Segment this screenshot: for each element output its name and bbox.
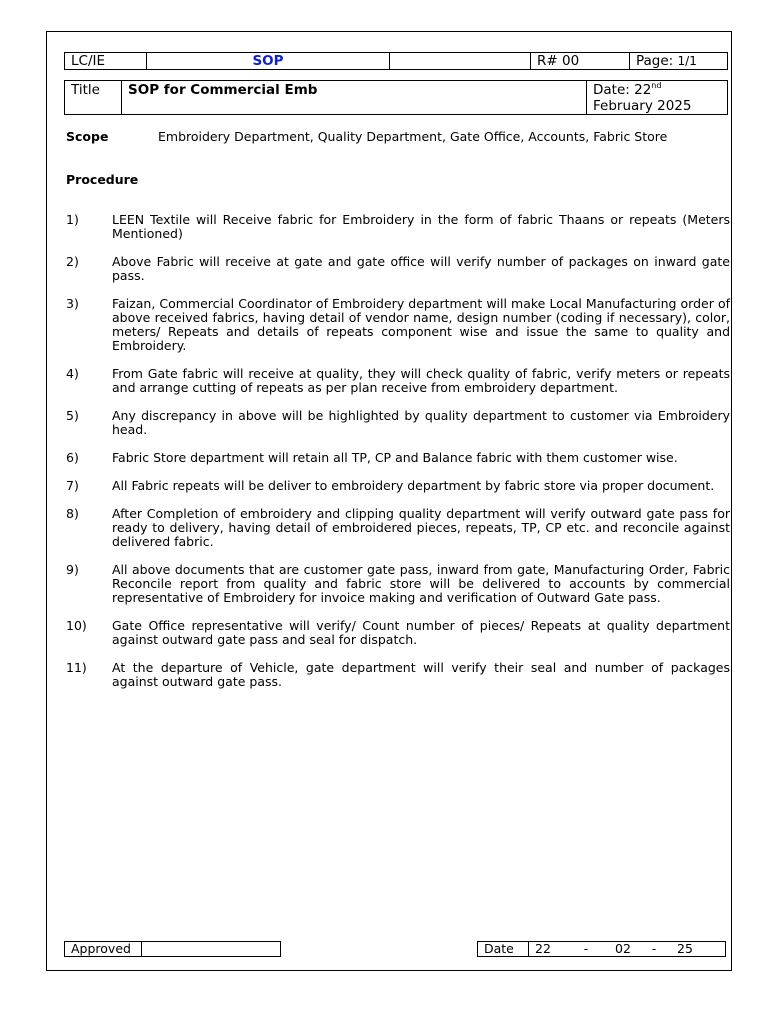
sop-cell: SOP: [147, 53, 390, 70]
approved-label: Approved: [65, 942, 142, 957]
footer-date-value: [529, 942, 726, 957]
step-text: Faizan, Commercial Coordinator of Embroidery department will make Local Manufacturing order of above received fabrics, having detail of vendor name, design number (coding if necessary), color, meters/ Repeats and details of repeats component wise and issue the same to quality and Embroidery.: [112, 296, 730, 353]
step-number: 10): [66, 618, 87, 633]
step-text: LEEN Textile will Receive fabric for Embroidery in the form of fabric Thaans or repeats (Meters Mentioned): [112, 212, 730, 241]
step-number: 8): [66, 506, 79, 521]
step-text: From Gate fabric will receive at quality, they will check quality of fabric, verify meters or repeats and arrange cutting of repeats as per plan receive from embroidery department.: [112, 366, 730, 395]
step-number: 2): [66, 254, 79, 269]
page-label: Page:: [636, 53, 674, 69]
page-value: 1/1: [677, 54, 697, 68]
procedure-step: [66, 451, 730, 465]
approval-table: [64, 941, 281, 957]
step-text: Fabric Store department will retain all TP, CP and Balance fabric with them customer wise.: [112, 450, 678, 465]
revision-cell: R# 00: [531, 53, 630, 70]
page-cell: [630, 53, 728, 70]
step-text: Above Fabric will receive at gate and gate office will verify number of packages on inward gate pass.: [112, 254, 730, 283]
scope-text: Embroidery Department, Quality Department, Gate Office, Accounts, Fabric Store: [158, 129, 668, 144]
date-suffix: nd: [651, 81, 662, 90]
date-cell: [587, 81, 728, 115]
procedure-step: [66, 507, 730, 549]
procedure-step: [66, 255, 730, 283]
header-table: [64, 52, 728, 70]
step-text: After Completion of embroidery and clipping quality department will verify outward gate pass for ready to delivery, having detail of embroidered pieces, repeats, TP, CP etc. and reconcile against delivered fabric.: [112, 506, 730, 549]
document-title: SOP for Commercial Emb: [122, 81, 587, 115]
title-label: Title: [65, 81, 122, 115]
step-number: 9): [66, 562, 79, 577]
step-number: 7): [66, 478, 79, 493]
date-label: Date: 22: [593, 82, 652, 98]
step-text: All Fabric repeats will be deliver to embroidery department by fabric store via proper document.: [112, 478, 715, 493]
procedure-step: [66, 297, 730, 353]
procedure-list: [66, 213, 730, 703]
empty-cell: [390, 53, 531, 70]
step-text: Gate Office representative will verify/ Count number of pieces/ Repeats at quality department against outward gate pass and seal for dispatch.: [112, 618, 730, 647]
title-table: [64, 80, 728, 115]
footer-date-label: Date: [478, 942, 529, 957]
procedure-step: [66, 619, 730, 647]
date-month: 02: [615, 941, 631, 956]
procedure-step: [66, 563, 730, 605]
step-text: All above documents that are customer gate pass, inward from gate, Manufacturing Order, Fabric Reconcile report from quality and fabric store will be delivered to accounts by commercial representative of Embroidery for invoice making and verification of Outward Gate pass.: [112, 562, 730, 605]
step-number: 4): [66, 366, 79, 381]
step-text: At the departure of Vehicle, gate department will verify their seal and number of packages against outward gate pass.: [112, 660, 730, 689]
step-number: 3): [66, 296, 79, 311]
procedure-step: [66, 661, 730, 689]
date-separator: -: [651, 941, 657, 956]
procedure-step: [66, 367, 730, 395]
scope-label: Scope: [66, 129, 109, 144]
step-number: 6): [66, 450, 79, 465]
procedure-label: Procedure: [66, 172, 139, 187]
step-number: 5): [66, 408, 79, 423]
step-text: Any discrepancy in above will be highlighted by quality department to customer via Embroidery head.: [112, 408, 730, 437]
lcie-cell: LC/IE: [65, 53, 147, 70]
date-day: 22: [535, 941, 551, 956]
procedure-step: [66, 213, 730, 241]
step-number: 11): [66, 660, 87, 675]
approved-value: [142, 942, 281, 957]
date-separator: -: [583, 941, 589, 956]
date-month-year: February 2025: [593, 98, 692, 114]
procedure-step: [66, 409, 730, 437]
procedure-step: [66, 479, 730, 493]
step-number: 1): [66, 212, 79, 227]
footer-date-table: [477, 941, 726, 957]
date-year: 25: [677, 941, 693, 956]
